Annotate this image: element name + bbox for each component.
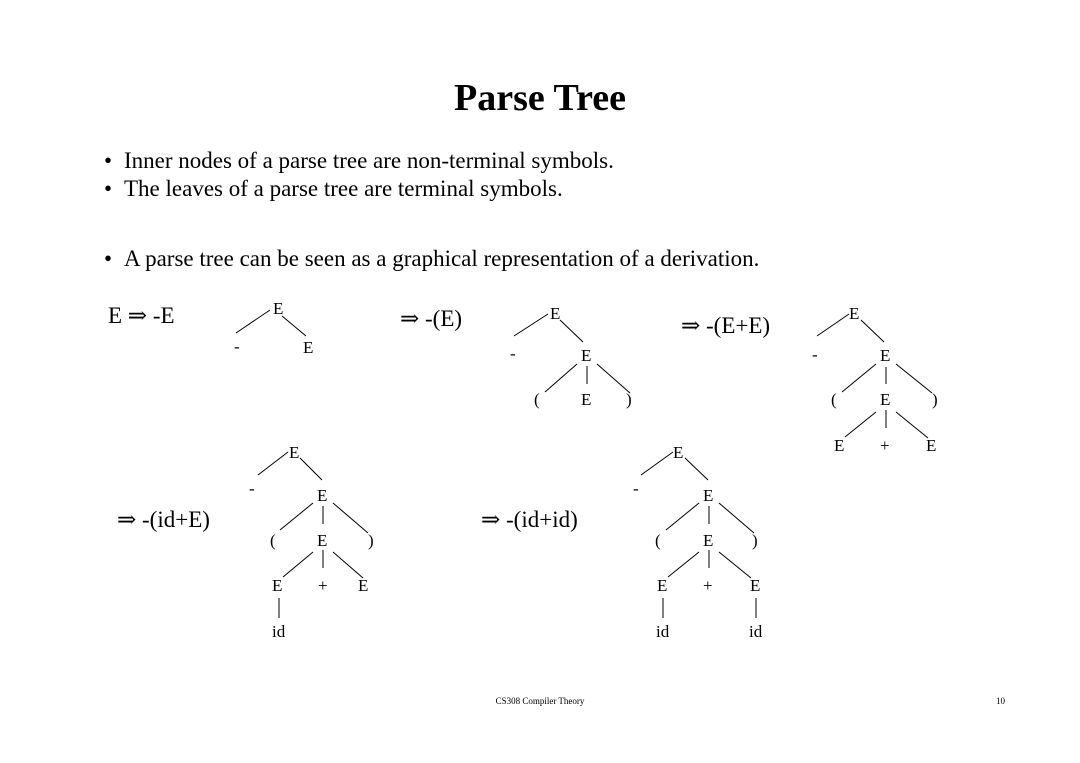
parse-tree-1	[234, 299, 313, 357]
derivation-step-3: ⇒ -(E+E)	[681, 313, 771, 338]
tree3-rparen-leaf: )	[932, 390, 938, 409]
derivation-step-4: ⇒ -(id+E)	[117, 507, 210, 532]
parse-tree-2	[510, 304, 632, 409]
tree4-root-node: E	[289, 443, 300, 462]
tree3-e-node: E	[880, 346, 891, 365]
tree2-rparen-leaf: )	[626, 390, 632, 409]
bullet-text: The leaves of a parse tree are terminal symbols.	[124, 176, 563, 201]
tree4-e-node: E	[317, 486, 328, 505]
tree3-right-e-node: E	[926, 436, 937, 455]
bullet-icon: •	[104, 148, 113, 173]
tree1-root-node: E	[273, 299, 284, 318]
tree5-left-id-leaf: id	[656, 622, 670, 641]
bullet-text: Inner nodes of a parse tree are non-terminal symbols.	[124, 148, 614, 173]
tree3-inner-e-node: E	[880, 390, 891, 409]
bullet-icon: •	[104, 246, 113, 271]
tree5-rparen-leaf: )	[752, 531, 758, 550]
tree4-left-e-node: E	[272, 576, 283, 595]
tree1-e-node: E	[303, 338, 314, 357]
derivation-step-1: E ⇒ -E	[108, 303, 175, 328]
tree3-left-e-node: E	[834, 436, 845, 455]
tree5-right-e-node: E	[750, 576, 761, 595]
tree5-left-e-node: E	[657, 576, 668, 595]
parse-tree-4	[249, 443, 374, 641]
tree4-minus-leaf: -	[249, 479, 255, 498]
tree5-e-node: E	[703, 486, 714, 505]
tree3-plus-leaf: +	[880, 436, 890, 455]
tree2-minus-leaf: -	[510, 344, 516, 363]
tree5-plus-leaf: +	[703, 576, 713, 595]
derivation-step-2: ⇒ -(E)	[400, 306, 463, 331]
tree1-minus-leaf: -	[234, 337, 240, 356]
bullet-text: A parse tree can be seen as a graphical representation of a derivation.	[124, 246, 760, 271]
footer-course: CS308 Compiler Theory	[495, 696, 585, 706]
parse-tree-3	[812, 304, 938, 455]
bullet-icon: •	[104, 176, 113, 201]
tree4-inner-e-node: E	[317, 531, 328, 550]
tree5-lparen-leaf: (	[655, 531, 661, 550]
tree4-plus-leaf: +	[318, 576, 328, 595]
derivation-step-5: ⇒ -(id+id)	[481, 507, 578, 532]
tree2-e-node: E	[581, 346, 592, 365]
tree3-root-node: E	[849, 304, 860, 323]
tree2-inner-e-node: E	[581, 390, 592, 409]
tree5-minus-leaf: -	[633, 479, 639, 498]
page-title: Parse Tree	[454, 77, 626, 119]
tree4-id-leaf: id	[272, 622, 286, 641]
tree2-lparen-leaf: (	[534, 390, 540, 409]
tree4-lparen-leaf: (	[270, 531, 276, 550]
tree4-rparen-leaf: )	[368, 531, 374, 550]
tree3-lparen-leaf: (	[831, 390, 837, 409]
tree5-right-id-leaf: id	[749, 622, 763, 641]
page-number: 10	[996, 696, 1005, 706]
tree2-root-node: E	[550, 304, 561, 323]
parse-tree-5	[633, 443, 763, 641]
tree4-right-e-node: E	[358, 576, 369, 595]
tree3-minus-leaf: -	[812, 345, 818, 364]
tree5-root-node: E	[673, 443, 684, 462]
tree5-inner-e-node: E	[703, 531, 714, 550]
